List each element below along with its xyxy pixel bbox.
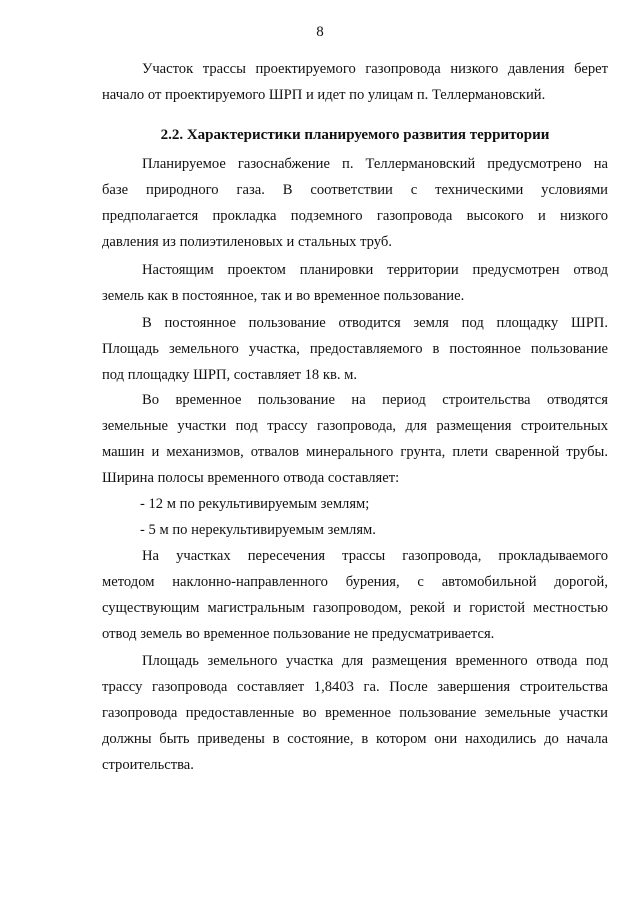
width-list bbox=[102, 491, 608, 543]
text-line: строительства. bbox=[102, 757, 194, 773]
text-line: Площадь земельного участка, предоставляемого в постоянное пользование bbox=[102, 341, 608, 357]
paragraph-crossings bbox=[102, 543, 608, 647]
text-line: существующим магистральным газопроводом, рекой и гористой местностью bbox=[102, 600, 608, 616]
text-line: должны быть приведены в состояние, в котором они находились до начала bbox=[102, 731, 608, 747]
text-line: В постоянное пользование отводится земля под площадку ШРП. bbox=[142, 315, 608, 331]
text-line: Настоящим проектом планировки территории предусмотрен отвод bbox=[142, 262, 608, 278]
list-item: - 12 м по рекультивируемым землям; bbox=[140, 496, 370, 512]
text-line: давления из полиэтиленовых и стальных труб. bbox=[102, 234, 392, 250]
list-item: - 5 м по нерекультивируемым землям. bbox=[140, 522, 376, 538]
text-line: начало от проектируемого ШРП и идет по улицам п. Теллермановский. bbox=[102, 87, 546, 103]
paragraph-temporary-area bbox=[102, 648, 608, 778]
text-line: газопровода предоставленные во временное пользование земельные участки bbox=[102, 705, 608, 721]
paragraph-land-allocation bbox=[102, 257, 608, 309]
text-line: отвод земель во временное пользование не предусматривается. bbox=[102, 626, 495, 642]
text-line: трассу газопровода составляет 1,8403 га. После завершения строительства bbox=[102, 679, 608, 695]
section-heading: 2.2. Характеристики планируемого развития территории bbox=[160, 127, 550, 143]
text-line: Во временное пользование на период строительства отводятся bbox=[142, 392, 608, 408]
intro-paragraph bbox=[102, 56, 608, 108]
text-line: методом наклонно-направленного бурения, с автомобильной дорогой, bbox=[102, 574, 608, 590]
text-line: Участок трассы проектируемого газопровода низкого давления берет bbox=[142, 61, 608, 77]
text-line: Ширина полосы временного отвода составляет: bbox=[102, 470, 400, 486]
paragraph-permanent-use bbox=[102, 310, 608, 388]
text-line: земель как в постоянное, так и во временное пользование. bbox=[102, 288, 465, 304]
text-line: Площадь земельного участка для размещения временного отвода под bbox=[142, 653, 608, 669]
page-number: 8 bbox=[316, 24, 324, 40]
text-line: земельные участки под трассу газопровода, для размещения строительных bbox=[102, 418, 608, 434]
text-line: На участках пересечения трассы газопровода, прокладываемого bbox=[142, 548, 608, 564]
text-line: под площадку ШРП, составляет 18 кв. м. bbox=[102, 367, 358, 383]
paragraph-gas-supply bbox=[102, 151, 608, 255]
text-line: машин и механизмов, отвалов минерального грунта, плети сваренной трубы. bbox=[102, 444, 608, 460]
paragraph-temporary-use bbox=[102, 387, 608, 491]
text-line: Планируемое газоснабжение п. Теллермановский предусмотрено на bbox=[142, 156, 608, 172]
text-line: предполагается прокладка подземного газопровода высокого и низкого bbox=[102, 208, 608, 224]
text-line: базе природного газа. В соответствии с техническими условиями bbox=[102, 182, 608, 198]
